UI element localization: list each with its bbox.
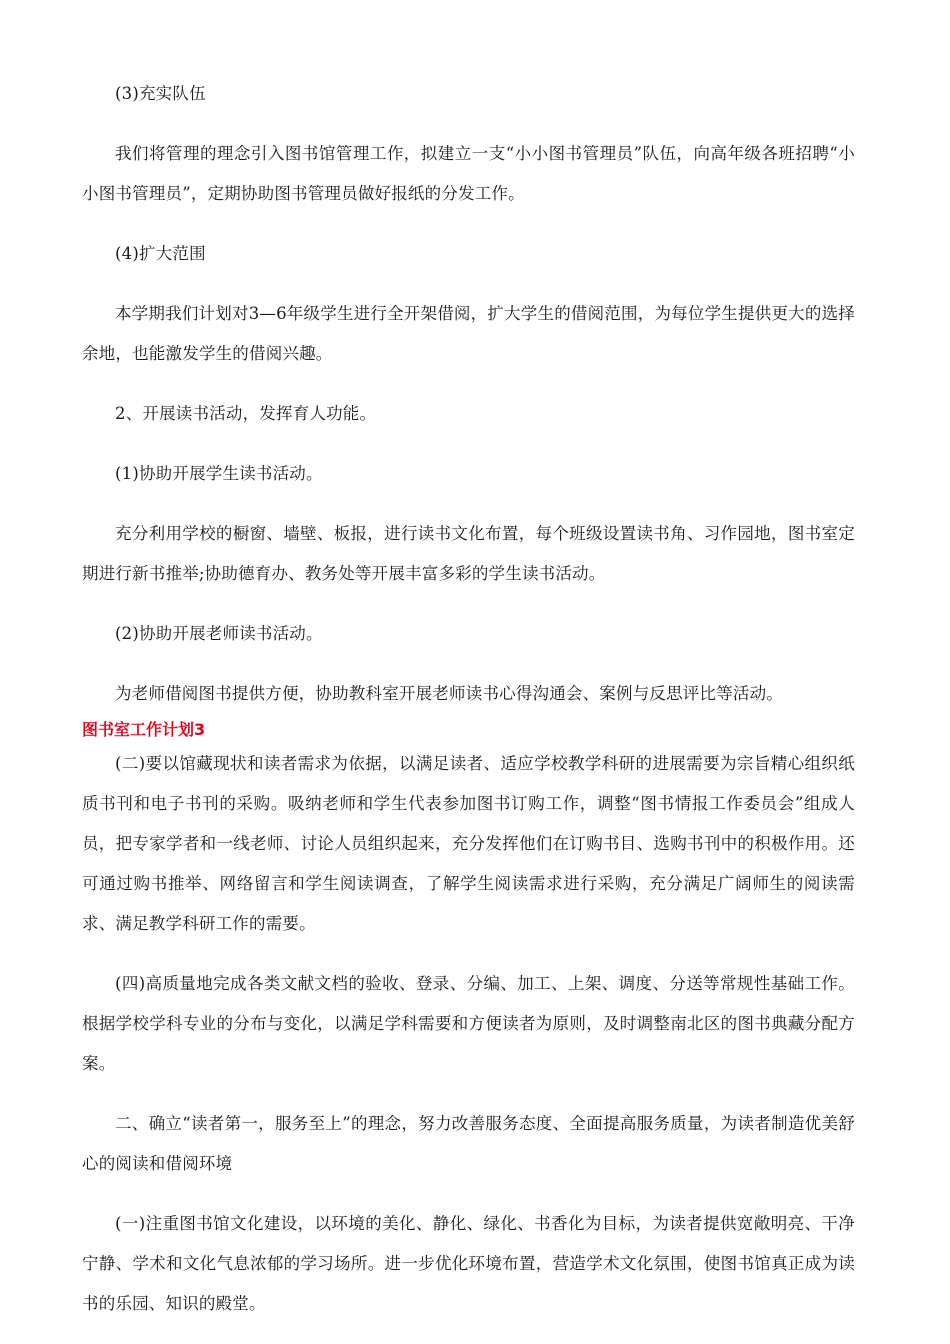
paragraph-procurement: (二)要以馆藏现状和读者需求为依据，以满足读者、适应学校教学科研的进展需要为宗旨精心组织纸质书刊和电子书刊的采购。吸纳老师和学生代表参加图书订购工作，调整“图书情报工作委员会”组成人员，把专家学者和一线老师、讨论人员组织起来，充分发挥他们在订购书目、选购书刊中的积极作用。还可通过购书推举、网络留言和学生阅读调查，了解学生阅读需求进行采购，充分满足广阔师生的阅读需求、满足教学科研工作的需要。 — [82, 754, 855, 933]
paragraph-reading-activities: 2、开展读书活动，发挥育人功能。 — [115, 404, 377, 423]
paragraph-student-reading-heading: (1)协助开展学生读书活动。 — [115, 464, 323, 483]
paragraph-teacher-reading: 为老师借阅图书提供方便，协助教科室开展老师读书心得沟通会、案例与反思评比等活动。 — [115, 684, 783, 703]
paragraph-item-3-heading: (3)充实队伍 — [115, 84, 206, 103]
paragraph-library-culture: (一)注重图书馆文化建设，以环境的美化、静化、绿化、书香化为目标，为读者提供宽敞明亮、干净宁静、学术和文化气息浓郁的学习场所。进一步优化环境布置，营造学术文化氛围，使图书馆真正成为读书的乐园、知识的殿堂。 — [82, 1214, 855, 1313]
paragraph-open-shelf: 本学期我们计划对3—6年级学生进行全开架借阅，扩大学生的借阅范围，为每位学生提供更大的选择余地，也能激发学生的借阅兴趣。 — [82, 304, 855, 363]
paragraph-librarian-team: 我们将管理的理念引入图书馆管理工作，拟建立一支“小小图书管理员”队伍，向高年级各班招聘“小小图书管理员”，定期协助图书管理员做好报纸的分发工作。 — [82, 144, 855, 203]
paragraph-item-4-heading: (4)扩大范围 — [115, 244, 206, 263]
paragraph-teacher-reading-heading: (2)协助开展老师读书活动。 — [115, 624, 323, 643]
paragraph-service-principle: 二、确立“读者第一，服务至上”的理念，努力改善服务态度、全面提高服务质量，为读者制造优美舒心的阅读和借阅环境 — [82, 1114, 855, 1173]
section-heading: 图书室工作计划3 — [82, 720, 206, 739]
paragraph-cataloging: (四)高质量地完成各类文献文档的验收、登录、分编、加工、上架、调度、分送等常规性基础工作。根据学校学科专业的分布与变化，以满足学科需要和方便读者为原则，及时调整南北区的图书典藏分配方案。 — [82, 974, 855, 1073]
paragraph-student-reading: 充分利用学校的橱窗、墙壁、板报，进行读书文化布置，每个班级设置读书角、习作园地，图书室定期进行新书推举;协助德育办、教务处等开展丰富多彩的学生读书活动。 — [82, 524, 855, 583]
